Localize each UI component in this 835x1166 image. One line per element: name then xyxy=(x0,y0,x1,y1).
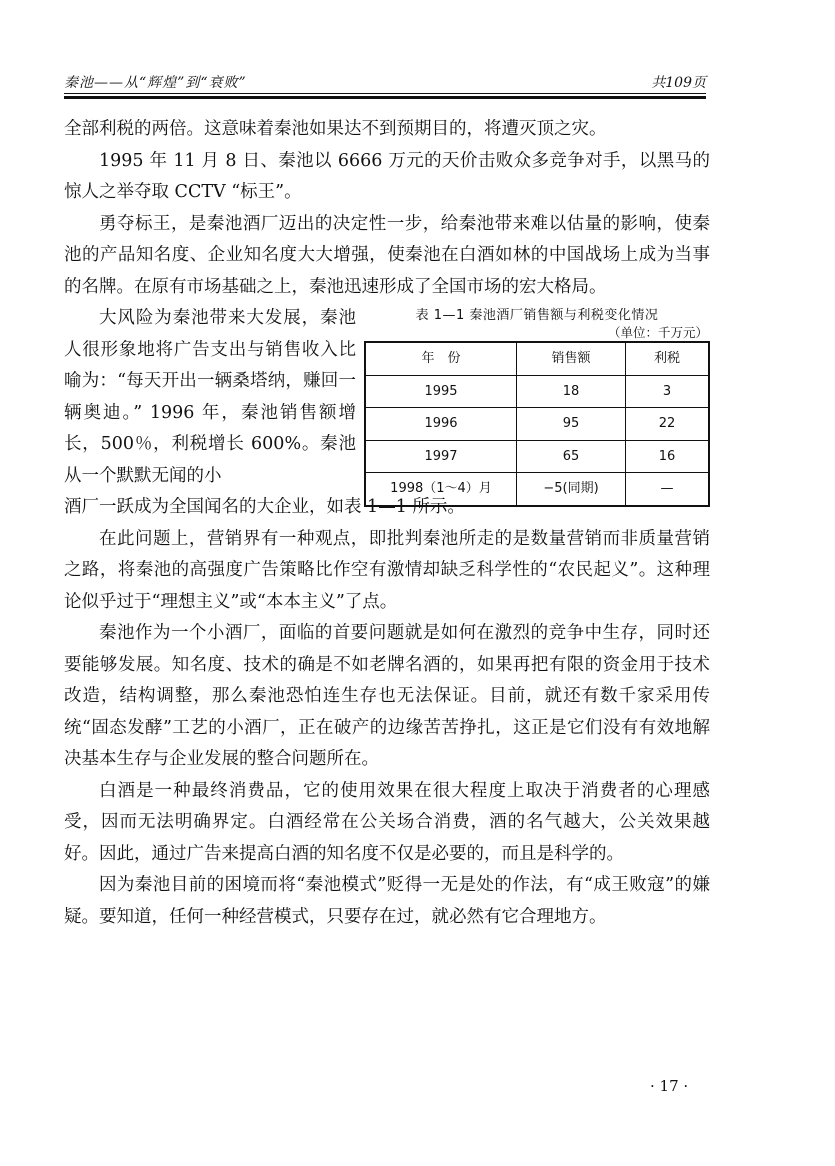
table-cell: −5(同期) xyxy=(517,473,626,506)
paragraph: 全部利税的两倍。这意味着秦池如果达不到预期目的，将遭灭顶之灾。 xyxy=(64,119,607,139)
paragraph: 酒厂一跃成为全国闻名的大企业，如表 1—1 所示。 xyxy=(64,497,465,517)
table-header-cell: 销售额 xyxy=(517,342,626,375)
table-cell: 22 xyxy=(626,408,710,441)
table-cell: 1997 xyxy=(365,440,517,473)
paragraph-with-table xyxy=(64,303,710,496)
page-number: · 17 · xyxy=(650,1077,689,1095)
header-title: 秦池——从“辉煌”到“衰败” xyxy=(64,75,247,91)
paragraph: 秦池作为一个小酒厂，面临的首要问题就是如何在激烈的竞争中生存，同时还要能够发展。知名度、技术的确是不如老牌名酒的，如果再把有限的资金用于技术改造，结构调整，那么秦池恐怕连生存也无法保证。目前，就还有数千家采用传统“固态发酵”工艺的小酒厂，正在破产的边缘苦苦挣扎，这正是它们没有有效地解决基本生存与企业发展的整合问题所在。 xyxy=(64,623,710,769)
table-header-cell: 利税 xyxy=(626,342,710,375)
wrapped-text-column xyxy=(64,303,356,492)
main-text xyxy=(64,114,710,933)
running-header xyxy=(64,70,706,90)
paragraph: 大风险为秦池带来大发展，秦池人很形象地将广告支出与销售收入比喻为：“每天开出一辆桑塔纳，赚回一辆奥迪。” 1996 年，秦池销售额增长，500％，利税增长 600%。秦池从一个默默无闻的小 xyxy=(64,308,356,486)
table-cell: 1998（1～4）月 xyxy=(365,473,517,506)
table-header-row xyxy=(365,342,709,375)
paragraph: 勇夺标王，是秦池酒厂迈出的决定性一步，给秦池带来难以估量的影响，使秦池的产品知名度、企业知名度大大增强，使秦池在白酒如林的中国战场上成为当事的名牌。在原有市场基础之上，秦池迅速形成了全国市场的宏大格局。 xyxy=(64,213,710,297)
table-cell: 95 xyxy=(517,408,626,441)
table-cell: — xyxy=(626,473,710,506)
table-caption: 表 1—1 秦池酒厂销售额与利税变化情况 xyxy=(415,308,659,323)
table-cell: 1995 xyxy=(365,375,517,408)
paragraph: 在此问题上，营销界有一种观点，即批判秦池所走的是数量营销而非质量营销之路，将秦池的高强度广告策略比作空有激情却缺乏科学性的“农民起义”。这种理论似乎过于“理想主义”或“本本主义”了点。 xyxy=(64,528,710,612)
table-figure xyxy=(362,307,712,507)
paragraph: 因为秦池目前的困境而将“秦池模式”贬得一无是处的作法，有“成王败寇”的嫌疑。要知道，任何一种经营模式，只要存在过，就必然有它合理地方。 xyxy=(64,875,710,927)
table-cell: 1996 xyxy=(365,408,517,441)
table-row xyxy=(365,375,709,408)
table-cell: 18 xyxy=(517,375,626,408)
header-page-count: 共109页 xyxy=(651,75,706,91)
data-table xyxy=(364,341,710,507)
paragraph: 1995 年 11 月 8 日、秦池以 6666 万元的天价击败众多竞争对手，以黑马的惊人之举夺取 CCTV “标王”。 xyxy=(64,150,710,202)
paragraph: 白酒是一种最终消费品，它的使用效果在很大程度上取决于消费者的心理感受，因而无法明确界定。白酒经常在公关场合消费，酒的名气越大，公关效果越好。因此，通过广告来提高白酒的知名度不仅是必要的，而且是科学的。 xyxy=(64,780,710,864)
table-row xyxy=(365,408,709,441)
table-cell: 65 xyxy=(517,440,626,473)
table-row xyxy=(365,440,709,473)
header-rule-thin xyxy=(64,93,706,94)
table-cell: 3 xyxy=(626,375,710,408)
table-unit: （单位：千万元） xyxy=(607,325,708,340)
table-cell: 16 xyxy=(626,440,710,473)
header-rule-thick xyxy=(64,96,706,99)
table-header-cell: 年 份 xyxy=(365,342,517,375)
table-row xyxy=(365,473,709,506)
